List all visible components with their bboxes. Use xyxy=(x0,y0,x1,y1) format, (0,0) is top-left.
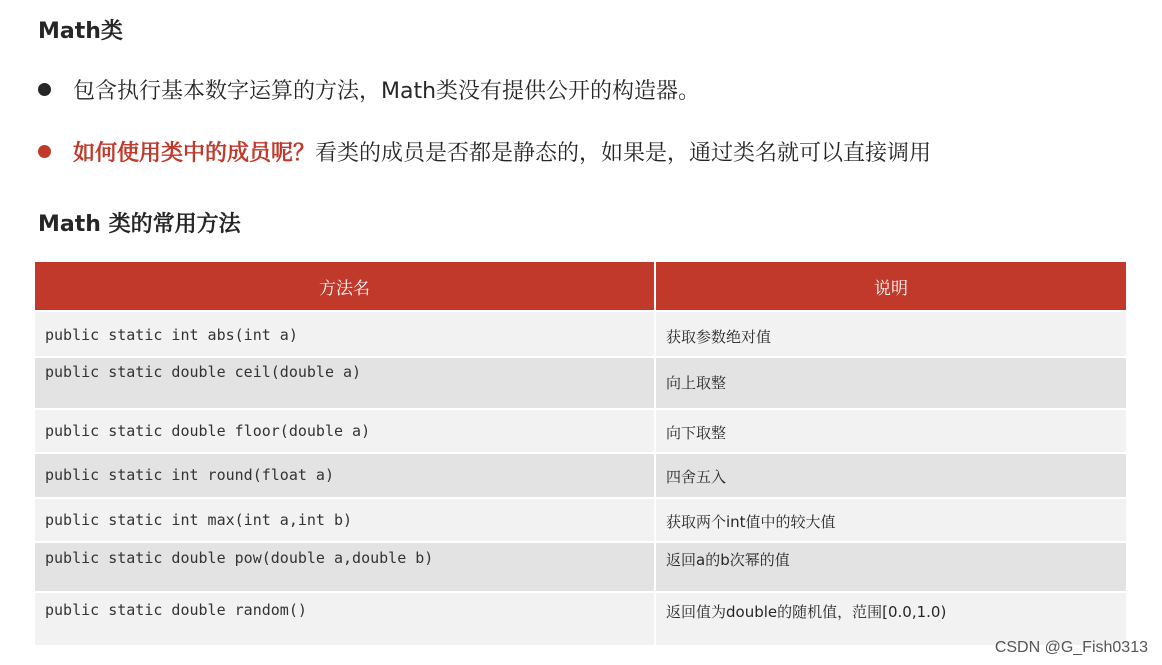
method-cell: public static double pow(double a,double b) xyxy=(35,543,656,591)
table-row xyxy=(35,452,1126,497)
bullet-text: 看类的成员是否都是静态的，如果是，通过类名就可以直接调用 xyxy=(315,141,932,166)
method-cell: public static double floor(double a) xyxy=(35,410,656,452)
method-cell: public static double random() xyxy=(35,593,656,645)
bullet-item-2 xyxy=(38,136,931,167)
table-row xyxy=(35,541,1126,591)
methods-table xyxy=(35,262,1126,645)
header-method-name: 方法名 xyxy=(35,262,656,310)
section-heading: Math 类的常用方法 xyxy=(38,212,241,237)
description-cell: 获取参数绝对值 xyxy=(666,328,772,346)
bullet-emphasis-text: 如何使用类中的成员呢？ xyxy=(73,141,316,166)
method-cell: public static int round(float a) xyxy=(35,454,656,497)
table-row xyxy=(35,591,1126,645)
table-row xyxy=(35,356,1126,408)
bullet-text: 包含执行基本数字运算的方法，Math类没有提供公开的构造器。 xyxy=(73,79,701,104)
table-row xyxy=(35,310,1126,356)
description-cell: 向下取整 xyxy=(666,424,727,442)
table-header xyxy=(35,262,1126,310)
description-cell: 获取两个int值中的较大值 xyxy=(666,513,836,531)
bullet-dot-icon xyxy=(38,83,51,96)
watermark-text: CSDN @G_Fish0313 xyxy=(994,639,1148,656)
table-row xyxy=(35,408,1126,452)
description-cell: 向上取整 xyxy=(666,374,727,392)
header-description: 说明 xyxy=(874,278,908,299)
page-title: Math类 xyxy=(38,19,123,44)
method-cell: public static int max(int a,int b) xyxy=(35,499,656,541)
description-cell: 四舍五入 xyxy=(666,468,727,486)
method-cell: public static int abs(int a) xyxy=(35,312,656,356)
bullet-item-1 xyxy=(38,74,700,105)
bullet-dot-icon xyxy=(38,145,51,158)
method-cell: public static double ceil(double a) xyxy=(35,358,656,408)
table-row xyxy=(35,497,1126,541)
description-cell: 返回a的b次幂的值 xyxy=(666,551,790,569)
description-cell: 返回值为double的随机值，范围[0.0,1.0) xyxy=(666,603,947,621)
